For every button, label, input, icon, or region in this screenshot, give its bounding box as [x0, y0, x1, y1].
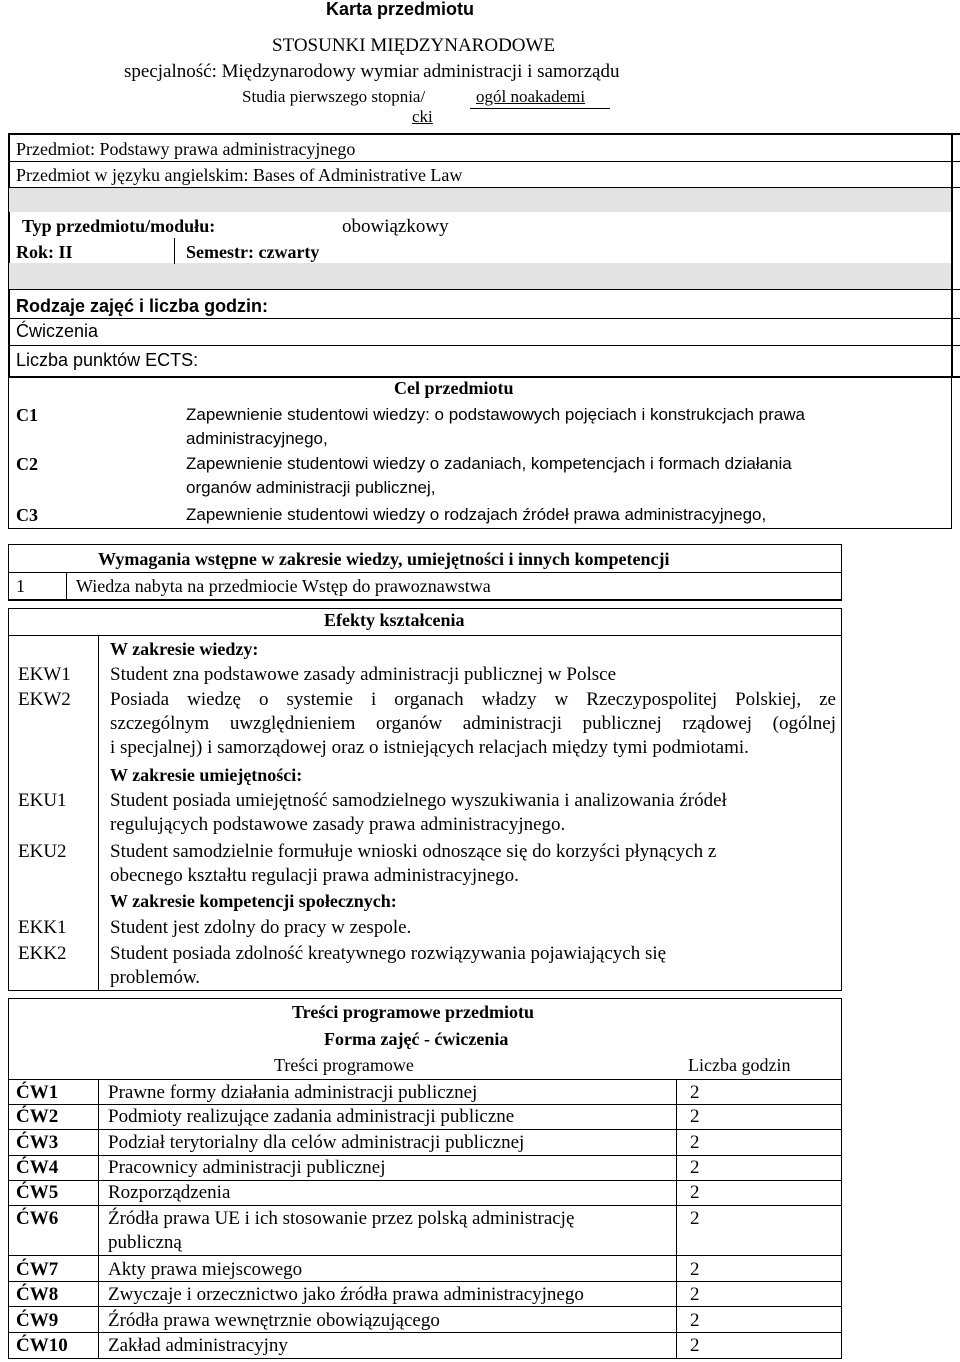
outcome-text: Student zna podstawowe zasady administracji publicznej w Polsce — [110, 664, 617, 685]
social-competence-heading: W zakresie kompetencji społecznych: — [110, 891, 397, 911]
program-row-code: ĆW4 — [16, 1157, 59, 1178]
program-row-code: ĆW5 — [16, 1182, 59, 1203]
outcome-text: Student posiada umiejętność samodzielnego wyszukiwania i analizowania źródeł — [110, 790, 727, 811]
prerequisites-heading: Wymagania wstępne w zakresie wiedzy, umiejętności i innych kompetencji — [98, 549, 670, 569]
outcome-text: szczególnym uwzględnieniem organów administracji publicznej rządowej (ogólnej — [110, 713, 836, 734]
outcome-text: Student posiada zdolność kreatywnego rozwiązywania pojawiających się — [110, 943, 667, 964]
program-row-hours: 2 — [690, 1082, 700, 1103]
program-row-hours: 2 — [690, 1259, 700, 1280]
program-row-topic: Podział terytorialny dla celów administracji publicznej — [108, 1132, 525, 1153]
program-row-hours: 2 — [690, 1106, 700, 1127]
program-heading: Treści programowe przedmiotu — [292, 1002, 534, 1022]
outcome-text: i specjalnej) i samorządowej oraz o istniejących relacjach między tymi podmiotami. — [110, 737, 749, 758]
document-title: Karta przedmiotu — [326, 0, 475, 19]
goal-text: administracyjnego, — [186, 429, 328, 448]
program-row-code: ĆW10 — [16, 1335, 68, 1356]
subject-name: Przedmiot: Podstawy prawa administracyjnego — [16, 139, 356, 159]
program-row-code: ĆW2 — [16, 1106, 59, 1127]
outcome-text: Student samodzielnie formułuje wnioski odnoszące się do korzyści płynących z — [110, 841, 717, 862]
class-form: Forma zajęć - ćwiczenia — [324, 1029, 509, 1049]
year: Rok: II — [16, 242, 73, 262]
outcome-text: problemów. — [110, 967, 201, 988]
type-value: obowiązkowy — [342, 216, 449, 237]
program-row-topic: Rozporządzenia — [108, 1182, 231, 1203]
classes-value: Ćwiczenia — [16, 321, 99, 341]
program-row-code: ĆW9 — [16, 1310, 59, 1331]
outcome-code: EKW2 — [18, 689, 71, 710]
prerequisite-text: Wiedza nabyta na przedmiocie Wstęp do prawoznawstwa — [76, 576, 491, 596]
outcome-code: EKU1 — [18, 790, 67, 811]
subject-english-name: Przedmiot w języku angielskim: Bases of Administrative Law — [16, 165, 463, 185]
outcome-text: Student jest zdolny do pracy w zespole. — [110, 917, 412, 938]
effects-heading: Efekty kształcenia — [324, 610, 465, 630]
program-row-hours: 2 — [690, 1310, 700, 1331]
outcome-text: Posiada wiedzę o systemie i organach władzy w Rzeczypospolitej Polskiej, ze — [110, 689, 836, 710]
program-row-hours: 2 — [690, 1182, 700, 1203]
program-row-hours: 2 — [690, 1132, 700, 1153]
goal-text: Zapewnienie studentowi wiedzy o rodzajach źródeł prawa administracyjnego, — [186, 505, 767, 524]
goal-text: Zapewnienie studentowi wiedzy: o podstawowych pojęciach i konstrukcjach prawa — [186, 405, 805, 424]
program-row-code: ĆW8 — [16, 1284, 59, 1305]
program-row-code: ĆW6 — [16, 1208, 59, 1229]
semester: Semestr: czwarty — [186, 242, 320, 262]
program-row-topic: Pracownicy administracji publicznej — [108, 1157, 386, 1178]
study-level: Studia pierwszego stopnia/ — [242, 87, 426, 106]
program-row-topic: Podmioty realizujące zadania administracji publiczne — [108, 1106, 515, 1127]
specialty: specjalność: Międzynarodowy wymiar administracji i samorządu — [124, 61, 620, 82]
study-mode: ogól noakademi — [476, 87, 586, 106]
outcome-text: regulujących podstawowe zasady prawa administracyjnego. — [110, 814, 566, 835]
column-header-content: Treści programowe — [274, 1055, 414, 1075]
knowledge-heading: W zakresie wiedzy: — [110, 639, 259, 659]
ects-label: Liczba punktów ECTS: — [16, 350, 199, 370]
program-row-topic: Akty prawa miejscowego — [108, 1259, 303, 1280]
program-row-code: ĆW1 — [16, 1082, 59, 1103]
program-row-topic: Zakład administracyjny — [108, 1335, 288, 1356]
column-header-hours: Liczba godzin — [688, 1055, 791, 1075]
prerequisite-number: 1 — [16, 576, 25, 596]
type-label: Typ przedmiotu/modułu: — [22, 216, 216, 236]
skills-heading: W zakresie umiejętności: — [110, 765, 303, 785]
program-row-hours: 2 — [690, 1157, 700, 1178]
goal-code: C2 — [16, 454, 38, 474]
program-row-topic: Źródła prawa wewnętrznie obowiązującego — [108, 1310, 440, 1331]
program-row-code: ĆW3 — [16, 1132, 59, 1153]
program-row-hours: 2 — [690, 1335, 700, 1356]
study-mode-continued: cki — [412, 107, 433, 126]
program-row-topic: Źródła prawa UE i ich stosowanie przez polską administrację — [108, 1208, 575, 1229]
goal-code: C1 — [16, 405, 38, 425]
classes-label: Rodzaje zajęć i liczba godzin: — [16, 296, 269, 316]
outcome-code: EKU2 — [18, 841, 67, 862]
goal-text: Zapewnienie studentowi wiedzy o zadaniach, kompetencjach i formach działania — [186, 454, 792, 473]
goal-code: C3 — [16, 505, 38, 525]
program-row-topic: Zwyczaje i orzecznictwo jako źródła prawa administracyjnego — [108, 1284, 584, 1305]
field-of-study: STOSUNKI MIĘDZYNARODOWE — [272, 35, 556, 56]
outcome-code: EKW1 — [18, 664, 71, 685]
program-row-code: ĆW7 — [16, 1259, 59, 1280]
goal-text: organów administracji publicznej, — [186, 478, 436, 497]
goals-heading: Cel przedmiotu — [394, 378, 514, 398]
program-row-topic: publiczną — [108, 1232, 182, 1253]
outcome-code: EKK2 — [18, 943, 67, 964]
program-row-topic: Prawne formy działania administracji publicznej — [108, 1082, 478, 1103]
outcome-code: EKK1 — [18, 917, 67, 938]
program-row-hours: 2 — [690, 1284, 700, 1305]
program-row-hours: 2 — [690, 1208, 700, 1229]
outcome-text: obecnego kształtu regulacji prawa administracyjnego. — [110, 865, 519, 886]
